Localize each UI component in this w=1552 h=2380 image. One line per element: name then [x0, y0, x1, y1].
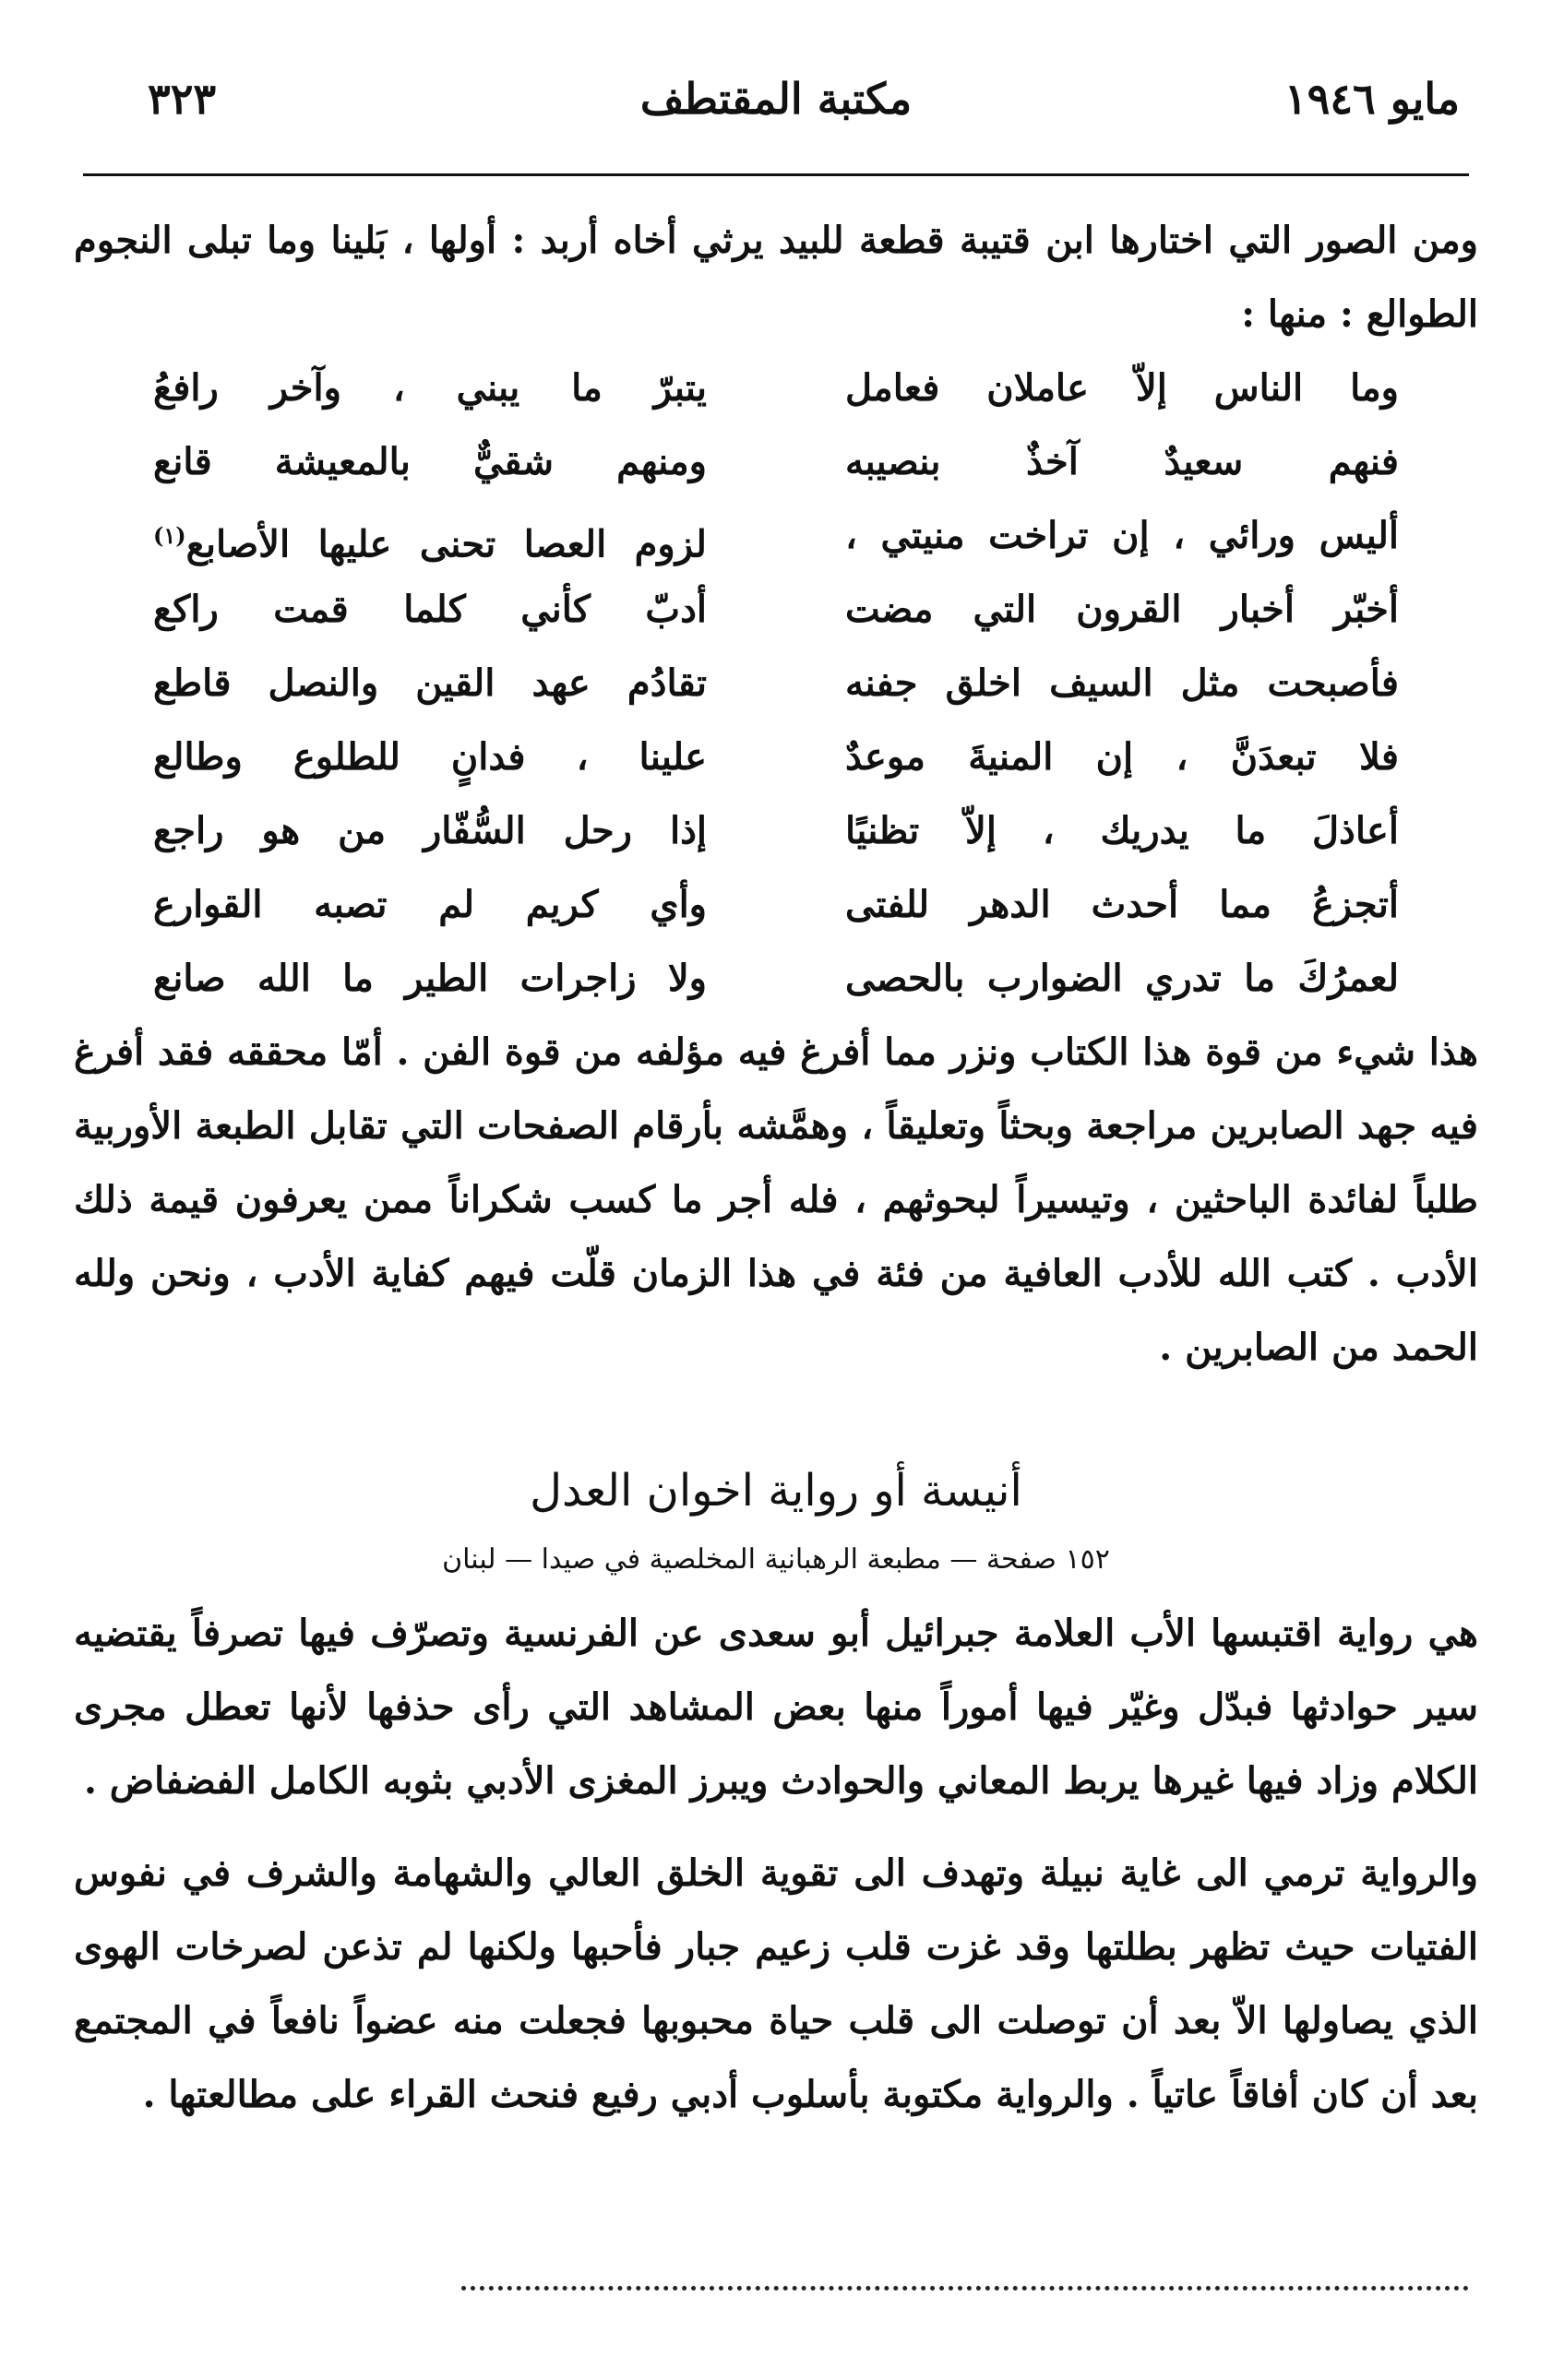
verse-first-hemistich: وما الناس إلاّ عاملان فعامل [845, 366, 1399, 410]
verse-second-hemistich: ومنهم شقيٌّ بالمعيشة قانع [153, 440, 707, 483]
poem [74, 351, 1478, 1016]
dotted-separator [461, 2286, 1469, 2291]
verse-second-hemistich: لزوم العصا تحنى عليها الأصابع [185, 522, 707, 566]
verse-second-hemistich-with-note [153, 499, 707, 573]
book-publication-info: ١٥٢ صفحة — مطبعة الرهبانية المخلصية في صيدا — لبنان [442, 1543, 1110, 1576]
verse-second-hemistich: يتبرّ ما يبني ، وآخر رافعُ [153, 366, 707, 410]
footnote-marker: (١) [153, 522, 186, 549]
page-number: ٣٢٣ [148, 74, 217, 124]
verse-second-hemistich: تقادُم عهد القين والنصل قاطع [153, 661, 707, 705]
verse-first-hemistich: أعاذلَ ما يدريك ، إلاّ تظنيًا [845, 809, 1399, 852]
verse-line [74, 573, 1478, 647]
verse-first-hemistich: أخبّر أخبار القرون التي مضت [845, 588, 1399, 631]
review-paragraph: هي رواية اقتبسها الأب العلامة جبرائيل أبو سعدى عن الفرنسية وتصرّف فيها تصرفاً يقتضيه سير حوادثها فبدّل وغيّر فيها أموراً منها بعض المشاهد التي رأى حذفها لأنها تعطل مجرى الكلام وزاد فيها غيرها يربط المعاني والحوادث ويبرز المغزى الأدبي بثوبه الكامل الفضفاض . [74, 1612, 1478, 1803]
issue-date: مايو ١٩٤٦ [1283, 74, 1460, 124]
verse-second-hemistich: ولا زاجرات الطير ما الله صانع [153, 957, 707, 1000]
verse-first-hemistich: فنهم سعيدٌ آخذٌ بنصيبه [845, 440, 1399, 483]
verse-line [74, 794, 1478, 868]
verse-line [74, 647, 1478, 720]
verse-second-hemistich: أدبّ كأني كلما قمت راكع [153, 588, 707, 631]
verse-line [74, 720, 1478, 794]
verse-first-hemistich: أتجزعُ مما أحدث الدهر للفتى [845, 883, 1399, 926]
verse-first-hemistich: لعمرُكَ ما تدري الضوارب بالحصى [845, 957, 1399, 1000]
verse-line [74, 425, 1478, 499]
running-head [65, 74, 1487, 138]
verse-line [74, 499, 1478, 573]
verse-second-hemistich: إذا رحل السُّفّار من هو راجع [153, 809, 707, 852]
verse-first-hemistich: فلا تبعدَنَّ ، إن المنيةَ موعدٌ [845, 735, 1399, 779]
verse-line [74, 942, 1478, 1016]
verse-second-hemistich: وأي كريم لم تصبه القوارع [153, 883, 707, 926]
paragraph-gap [65, 1818, 1487, 1837]
header-rule [83, 173, 1469, 176]
verse-first-hemistich: فأصبحت مثل السيف اخلق جفنه [845, 661, 1399, 705]
commentary-paragraph: هذا شيء من قوة هذا الكتاب ونزر مما أفرغ فيه مؤلفه من قوة الفن . أمّا محققه فقد أفرغ فيه جهد الصابرين مراجعة وبحثاً وتعليقاً ، وهمَّشه بأرقام الصفحات التي تقابل الطبعة الأوربية طلباً لفائدة الباحثين ، وتيسيراً لبحوثهم ، فله أجر ما كسب شكراناً ممن يعرفون قيمة ذلك الأدب . كتب الله للأدب العافية من فئة في هذا الزمان قلّت فيهم كفاية الأدب ، ونحن ولله الحمد من الصابرين . [74, 1030, 1479, 1369]
review-paragraph: والرواية ترمي الى غاية نبيلة وتهدف الى تقوية الخلق العالي والشهامة والشرف في نفوس الفتيات حيث تظهر بطلتها وقد غزت قلب زعيم جبار فأحبها ولكنها لم تذعن لصرخات الهوى الذي يصاولها الاّ بعد أن توصلت الى قلب حياة محبوبها فجعلت منه عضواً نافعاً في المجتمع بعد أن كان أفاقاً عاتياً . والرواية مكتوبة بأسلوب أدبي رفيع فنحث القراء على مطالعتها . [74, 1851, 1479, 2116]
verse-second-hemistich: علينا ، فدانٍ للطلوع وطالع [153, 735, 707, 779]
verse-line [74, 351, 1478, 425]
verse-line [74, 868, 1478, 942]
intro-paragraph: ومن الصور التي اختارها ابن قتيبة قطعة للبيد يرثي أخاه أربد : أولها ، بَلينا وما تبلى النجوم الطوالع : منها : [74, 219, 1478, 336]
book-title: أنيسة أو رواية اخوان العدل [530, 1465, 1022, 1517]
section-title: مكتبة المقتطف [639, 74, 913, 124]
verse-first-hemistich: أليس ورائي ، إن تراخت منيتي ، [845, 514, 1399, 557]
